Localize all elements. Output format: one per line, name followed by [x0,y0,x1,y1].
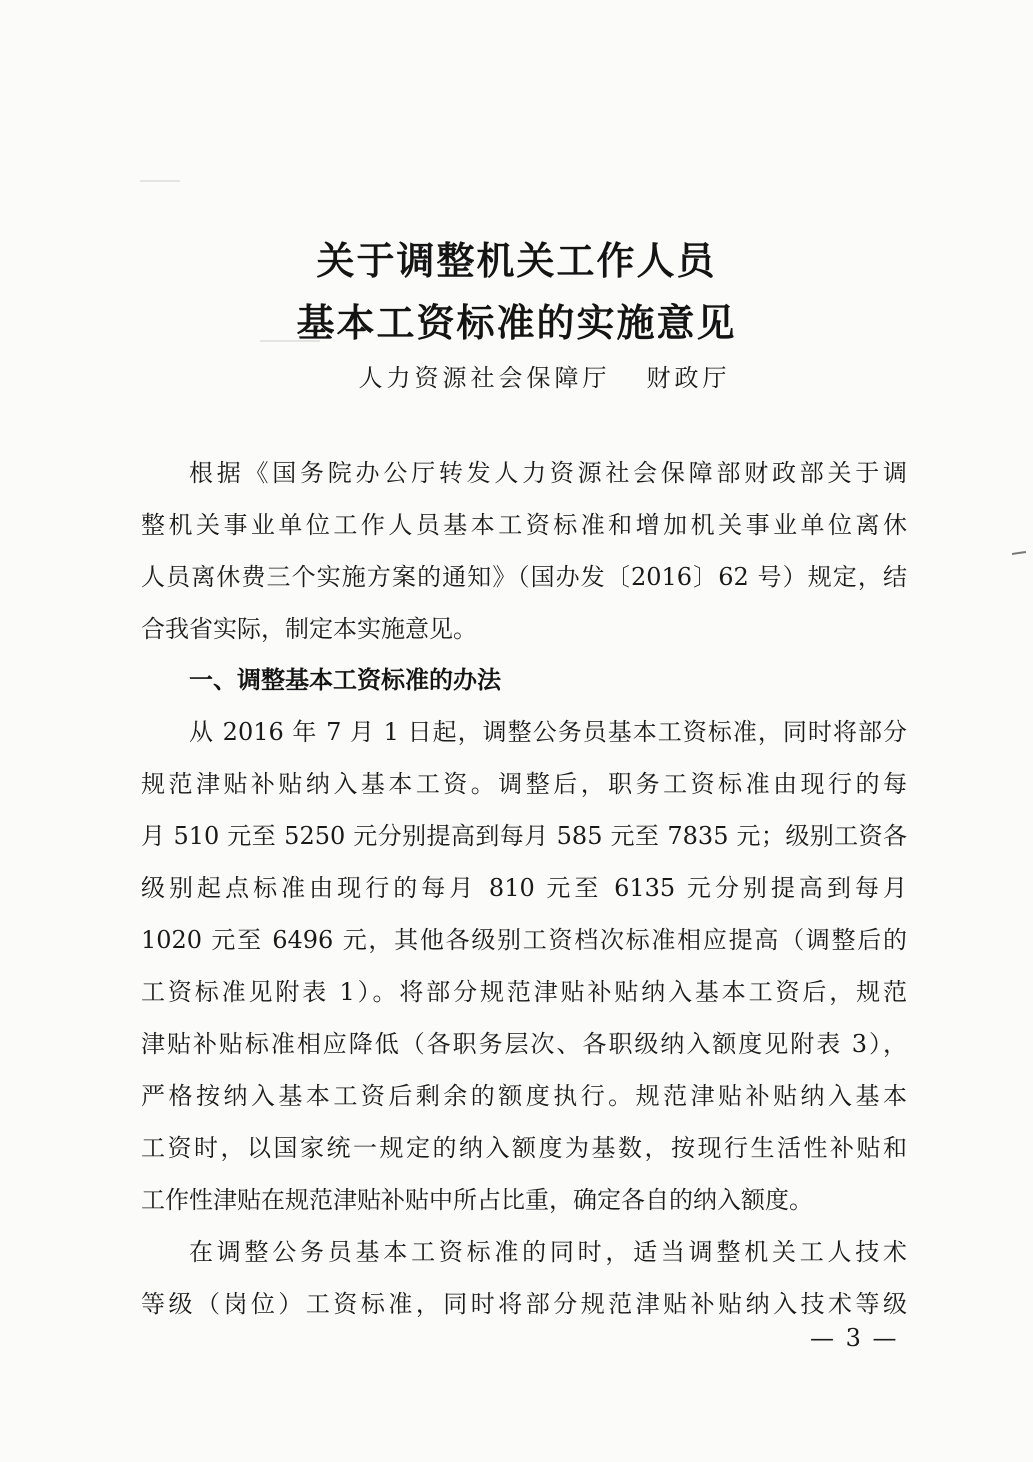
document-authors [0,358,1033,393]
document-title-line-1: 关于调整机关工作人员 [316,239,717,283]
paragraph-2-line-8: 严格按纳入基本工资后剩余的额度执行。规范津贴补贴纳入基本 [141,1082,907,1110]
paragraph-2-line-2: 规范津贴补贴纳入基本工资。调整后，职务工资标准由现行的每 [141,770,907,798]
page-number: — 3 — [810,1324,899,1352]
author-finance-department: 财政厅 [646,364,731,392]
scan-artifact [1012,551,1026,555]
paragraph-2-line-5: 1020 元至 6496 元，其他各级别工资档次标准相应提高（调整后的 [141,926,907,954]
paragraph-2-line-4: 级别起点标准由现行的每月 810 元至 6135 元分别提高到每月 [141,874,907,902]
paragraph-1-line-3: 人员离休费三个实施方案的通知》（国办发〔2016〕62 号）规定，结 [141,563,907,591]
paragraph-1-line-2: 整机关事业单位工作人员基本工资标准和增加机关事业单位离休 [141,511,907,539]
paragraph-1-line-4: 合我省实际，制定本实施意见。 [141,615,477,643]
paragraph-2-line-10: 工作性津贴在规范津贴补贴中所占比重，确定各自的纳入额度。 [141,1186,813,1214]
section-1-heading: 一、调整基本工资标准的办法 [189,666,501,694]
paragraph-2-line-3: 月 510 元至 5250 元分别提高到每月 585 元至 7835 元；级别工资各 [141,822,907,850]
paragraph-2-line-9: 工资时，以国家统一规定的纳入额度为基数，按现行生活性补贴和 [141,1134,907,1162]
paragraph-2-line-7: 津贴补贴标准相应降低（各职务层次、各职级纳入额度见附表 3）， [141,1030,907,1058]
scan-artifact [140,180,180,182]
paragraph-2-line-6: 工资标准见附表 1）。将部分规范津贴补贴纳入基本工资后，规范 [141,978,907,1006]
paragraph-3-line-1: 在调整公务员基本工资标准的同时，适当调整机关工人技术 [189,1238,907,1266]
paragraph-2-line-1: 从 2016 年 7 月 1 日起，调整公务员基本工资标准，同时将部分 [189,718,907,746]
document-title-line-2: 基本工资标准的实施意见 [296,301,737,345]
paragraph-3-line-2: 等级（岗位）工资标准，同时将部分规范津贴补贴纳入技术等级 [141,1290,907,1318]
paragraph-1-line-1: 根据《国务院办公厅转发人力资源社会保障部财政部关于调 [189,459,907,487]
author-hrss-department: 人力资源社会保障厅 [358,364,611,392]
